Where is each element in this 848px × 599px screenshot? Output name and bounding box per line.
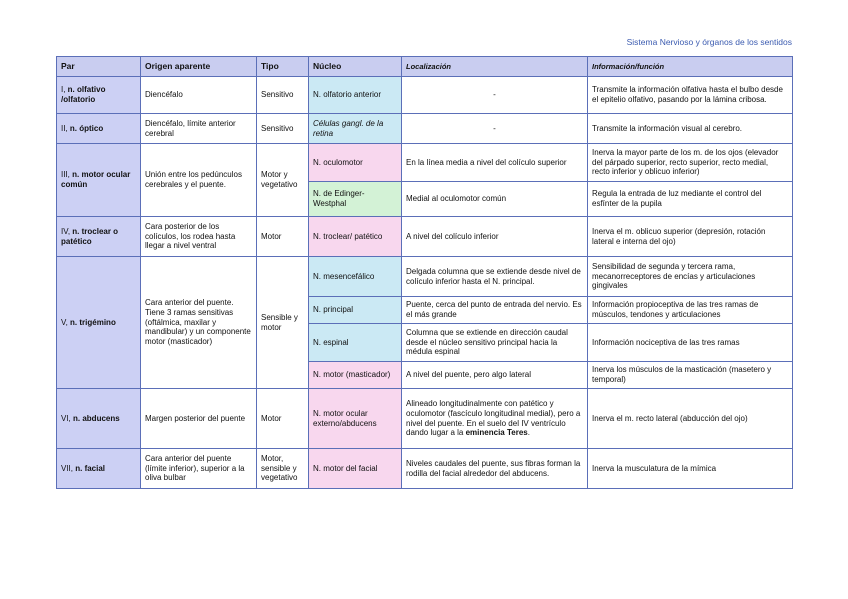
nucleo-cell: N. motor (masticador): [309, 362, 402, 389]
localizacion-cell: A nivel del puente, pero algo lateral: [402, 362, 588, 389]
par-name: n. motor ocular común: [61, 170, 131, 189]
origen-cell: Unión entre los pedúnculos cerebrales y el puente.: [141, 144, 257, 217]
col-header-nucleo: Núcleo: [309, 57, 402, 77]
eminencia-teres: eminencia Teres: [465, 428, 528, 438]
nucleo-cell: N. oculomotor: [309, 144, 402, 182]
localizacion-cell: Puente, cerca del punto de entrada del nervio. Es el más grande: [402, 297, 588, 324]
localizacion-cell: Medial al oculomotor común: [402, 182, 588, 217]
par-cell: [57, 257, 141, 389]
table-row: [57, 449, 793, 489]
nucleo-cell: N. motor del facial: [309, 449, 402, 489]
par-cell: [57, 449, 141, 489]
par-number: III,: [61, 170, 73, 180]
informacion-cell: Inerva el m. oblicuo superior (depresión, rotación lateral e interna del ojo): [588, 217, 793, 257]
table-row: [57, 77, 793, 114]
informacion-cell: Inerva el m. recto lateral (abducción del ojo): [588, 389, 793, 449]
localizacion-end: .: [527, 428, 530, 438]
informacion-cell: Sensibilidad de segunda y tercera rama, mecanorreceptores de encías y articulaciones gingivales: [588, 257, 793, 297]
informacion-cell: Información nociceptiva de las tres ramas: [588, 324, 793, 362]
tipo-cell: Motor: [257, 389, 309, 449]
localizacion-cell: Delgada columna que se extiende desde nivel de colículo inferior hasta el N. principal.: [402, 257, 588, 297]
origen-cell: Cara posterior de los colículos, los rodea hasta llegar a nivel ventral: [141, 217, 257, 257]
par-name: n. óptico: [69, 123, 104, 133]
table-row: [57, 144, 793, 182]
table-header-row: [57, 57, 793, 77]
informacion-cell: Transmite la información olfativa hasta el bulbo desde el epitelio olfativo, pasando por la lámina cribosa.: [588, 77, 793, 114]
par-cell: [57, 217, 141, 257]
informacion-cell: Inerva la musculatura de la mímica: [588, 449, 793, 489]
table-row: [57, 389, 793, 449]
par-number: V,: [61, 317, 71, 327]
informacion-cell: Información propioceptiva de las tres ramas de músculos, tendones y articulaciones: [588, 297, 793, 324]
nucleo-cell: N. principal: [309, 297, 402, 324]
table-row: [57, 257, 793, 297]
localizacion-cell: Columna que se extiende en dirección caudal desde el núcleo sensitivo principal hacia la médula espinal: [402, 324, 588, 362]
par-cell: [57, 77, 141, 114]
tipo-cell: Motor: [257, 217, 309, 257]
localizacion-cell: -: [402, 77, 588, 114]
nucleo-cell: N. olfatorio anterior: [309, 77, 402, 114]
origen-cell: Diencéfalo, límite anterior cerebral: [141, 114, 257, 144]
col-header-localizacion: Localización: [402, 57, 588, 77]
informacion-cell: Transmite la información visual al cerebro.: [588, 114, 793, 144]
par-number: VII,: [61, 463, 76, 473]
informacion-cell: Inerva los músculos de la masticación (masetero y temporal): [588, 362, 793, 389]
tipo-cell: Sensitivo: [257, 114, 309, 144]
origen-cell: Diencéfalo: [141, 77, 257, 114]
localizacion-cell: Niveles caudales del puente, sus fibras forman la rodilla del facial alrededor del abducens.: [402, 449, 588, 489]
par-number: II,: [61, 123, 70, 133]
par-name: n. troclear o patético: [61, 226, 119, 246]
informacion-cell: Regula la entrada de luz mediante el control del esfínter de la pupila: [588, 182, 793, 217]
nucleo-cell: N. troclear/ patético: [309, 217, 402, 257]
col-header-tipo: Tipo: [257, 57, 309, 77]
tipo-cell: Sensible y motor: [257, 257, 309, 389]
table-row: [57, 114, 793, 144]
par-number: VI,: [61, 413, 74, 423]
nucleo-cell: N. de Edinger-Westphal: [309, 182, 402, 217]
origen-cell: Cara anterior del puente. Tiene 3 ramas sensitivas (oftálmica, maxilar y mandibular) y un componente motor (masticador): [141, 257, 257, 389]
tipo-cell: Motor, sensible y vegetativo: [257, 449, 309, 489]
par-name: n. facial: [75, 463, 106, 473]
par-name: n. trigémino: [70, 317, 116, 327]
localizacion-cell: En la línea media a nivel del colículo superior: [402, 144, 588, 182]
par-number: IV,: [61, 226, 73, 236]
table-row: [57, 217, 793, 257]
localizacion-cell: A nivel del colículo inferior: [402, 217, 588, 257]
localizacion-cell: [402, 389, 588, 449]
tipo-cell: Motor y vegetativo: [257, 144, 309, 217]
par-number: I,: [61, 85, 68, 95]
nucleo-cell: Células gangl. de la retina: [309, 114, 402, 144]
nucleo-cell: N. mesencefálico: [309, 257, 402, 297]
informacion-cell: Inerva la mayor parte de los m. de los ojos (elevador del párpado superior, recto superior, recto medial, recto inferior y oblicuo inferior): [588, 144, 793, 182]
origen-cell: Cara anterior del puente (límite inferior), superior a la oliva bulbar: [141, 449, 257, 489]
nucleo-cell: N. motor ocular externo/abducens: [309, 389, 402, 449]
col-header-informacion: Información/función: [588, 57, 793, 77]
origen-cell: Margen posterior del puente: [141, 389, 257, 449]
par-cell: [57, 389, 141, 449]
par-name: n. olfativo /olfatorio: [61, 85, 106, 104]
par-name: n. abducens: [73, 413, 120, 423]
localizacion-text: Alineado longitudinalmente con patético y oculomotor (fascículo longitudinal medial), pero a nivel del puente. En el suelo del IV ventrículo dando lugar a la: [406, 399, 581, 438]
document-header: Sistema Nervioso y órganos de los sentidos: [626, 37, 792, 47]
tipo-cell: Sensitivo: [257, 77, 309, 114]
localizacion-cell: -: [402, 114, 588, 144]
col-header-par: Par: [57, 57, 141, 77]
par-cell: [57, 144, 141, 217]
cranial-nerves-table: [56, 56, 793, 489]
par-cell: [57, 114, 141, 144]
col-header-origen: Origen aparente: [141, 57, 257, 77]
nucleo-cell: N. espinal: [309, 324, 402, 362]
